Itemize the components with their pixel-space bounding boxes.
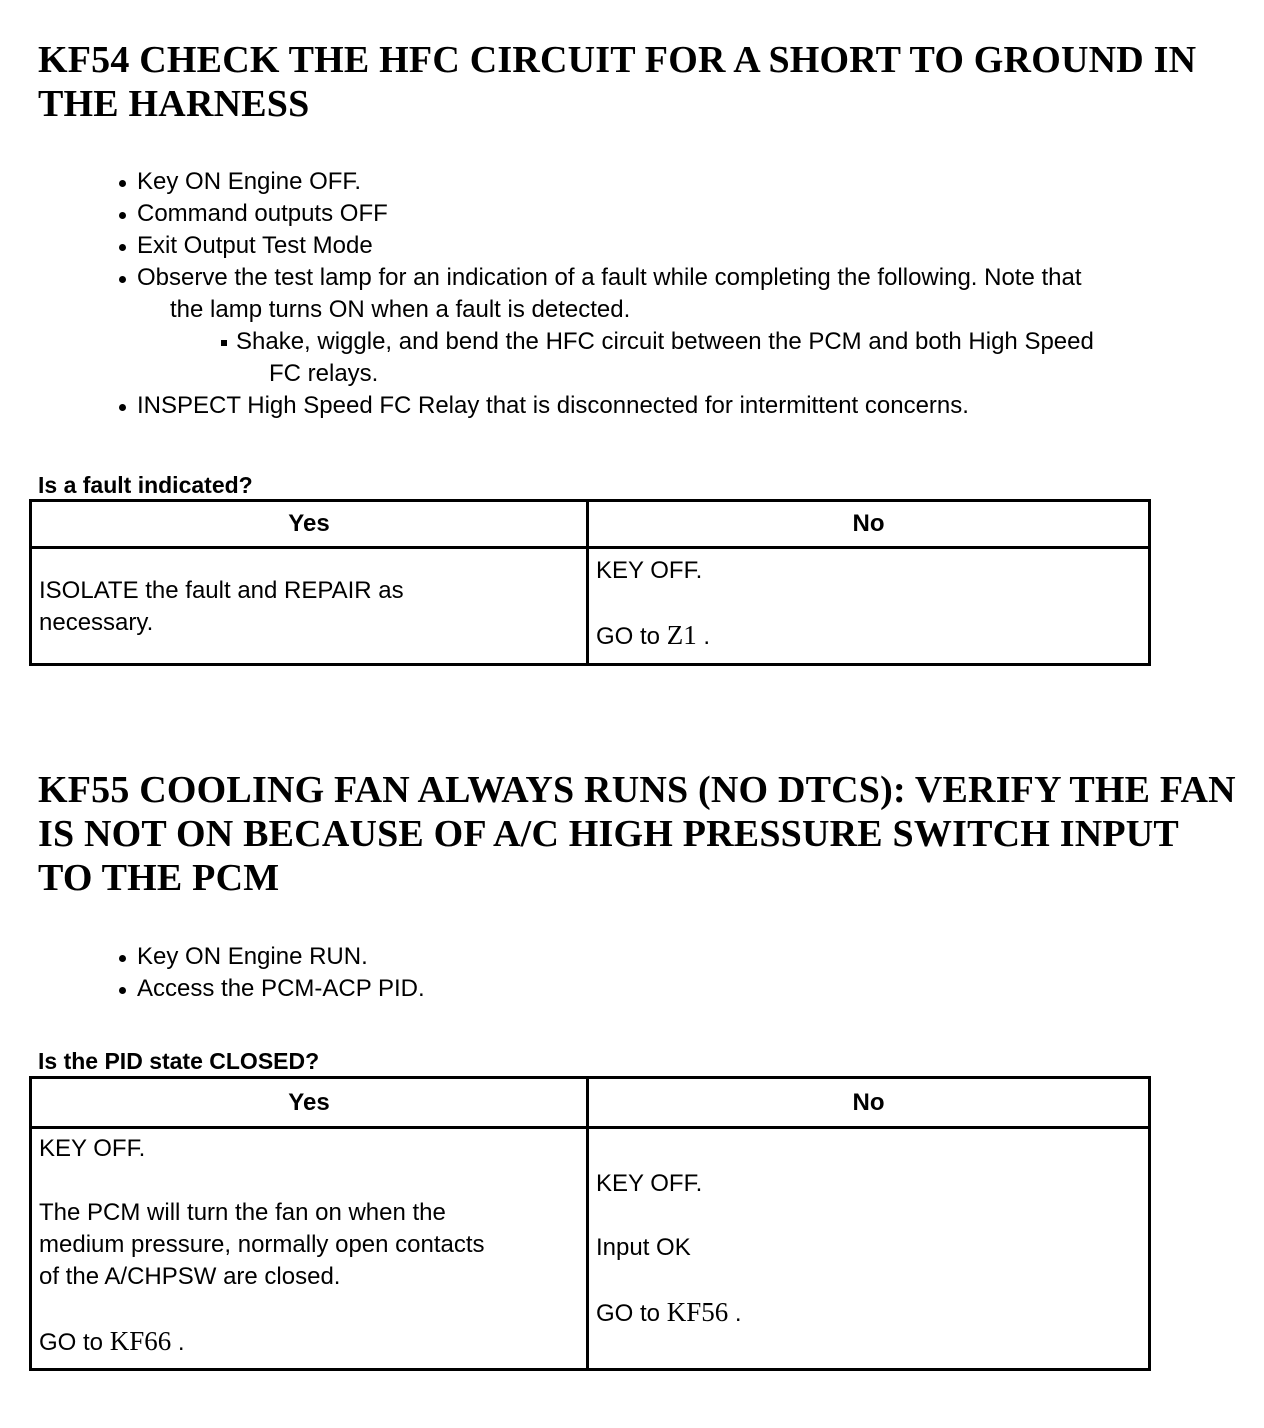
goto-link[interactable]: GO to KF56 . [596,1296,742,1327]
observe-line-1: Observe the test lamp for an indication of a fault while completing the following. Note that [137,264,1082,291]
no-header: No [588,1078,1150,1128]
list-item: Access the PCM-ACP PID. [118,973,1238,1005]
kf55-step-list [118,941,1238,1005]
list-item: INSPECT High Speed FC Relay that is disconnected for intermittent concerns. [118,390,1238,422]
goto-link[interactable]: GO to KF66 . [39,1326,185,1356]
goto-ref-kf56[interactable]: KF56 [666,1296,729,1327]
square-bullet-icon [221,340,227,346]
sub-list-item: Shake, wiggle, and bend the HFC circuit between the PCM and both High Speed FC relays. [219,326,1238,390]
yes-cell: KEY OFF. The PCM will turn the fan on when the medium pressure, normally open contacts of the A/CHPSW are closed. GO to KF66 . [31,1128,588,1370]
goto-ref-z1[interactable]: Z1 [666,620,697,650]
bullet-icon [119,212,126,219]
bullet-icon [119,276,126,283]
kf54-result-table [29,499,1151,666]
bullet-icon [119,244,126,251]
list-item: Command outputs OFF [118,198,1238,230]
bullet-icon [119,404,126,411]
yes-header: Yes [31,1078,588,1128]
yes-header: Yes [31,501,588,548]
list-item: Key ON Engine RUN. [118,941,1238,973]
kf55-result-table [29,1076,1151,1371]
yes-cell: ISOLATE the fault and REPAIR as necessary. [31,548,588,665]
kf54-question: Is a fault indicated? [38,472,253,498]
no-cell: KEY OFF. Input OK GO to KF56 . [588,1128,1150,1370]
list-item: Exit Output Test Mode [118,230,1238,262]
no-header: No [588,501,1150,548]
bullet-icon [119,987,126,994]
no-cell: KEY OFF. GO to Z1 . [588,548,1150,665]
observe-line-2: the lamp turns ON when a fault is detected. [170,296,631,323]
list-item [118,262,1238,390]
kf55-question: Is the PID state CLOSED? [38,1048,320,1074]
kf54-title: KF54 CHECK THE HFC CIRCUIT FOR A SHORT TO GROUND IN THE HARNESS [38,39,1197,125]
bullet-icon [119,180,126,187]
bullet-icon [119,955,126,962]
list-item: Key ON Engine OFF. [118,166,1238,198]
kf54-step-list [118,166,1238,422]
goto-ref-kf66[interactable]: KF66 [109,1326,172,1356]
goto-link[interactable]: GO to Z1 . [596,620,711,650]
kf55-title: KF55 COOLING FAN ALWAYS RUNS (NO DTCS): VERIFY THE FAN IS NOT ON BECAUSE OF A/C HIGH PRESSURE SWITCH INPUT TO THE PCM [38,769,1236,899]
kf54-sub-list [137,326,1238,390]
